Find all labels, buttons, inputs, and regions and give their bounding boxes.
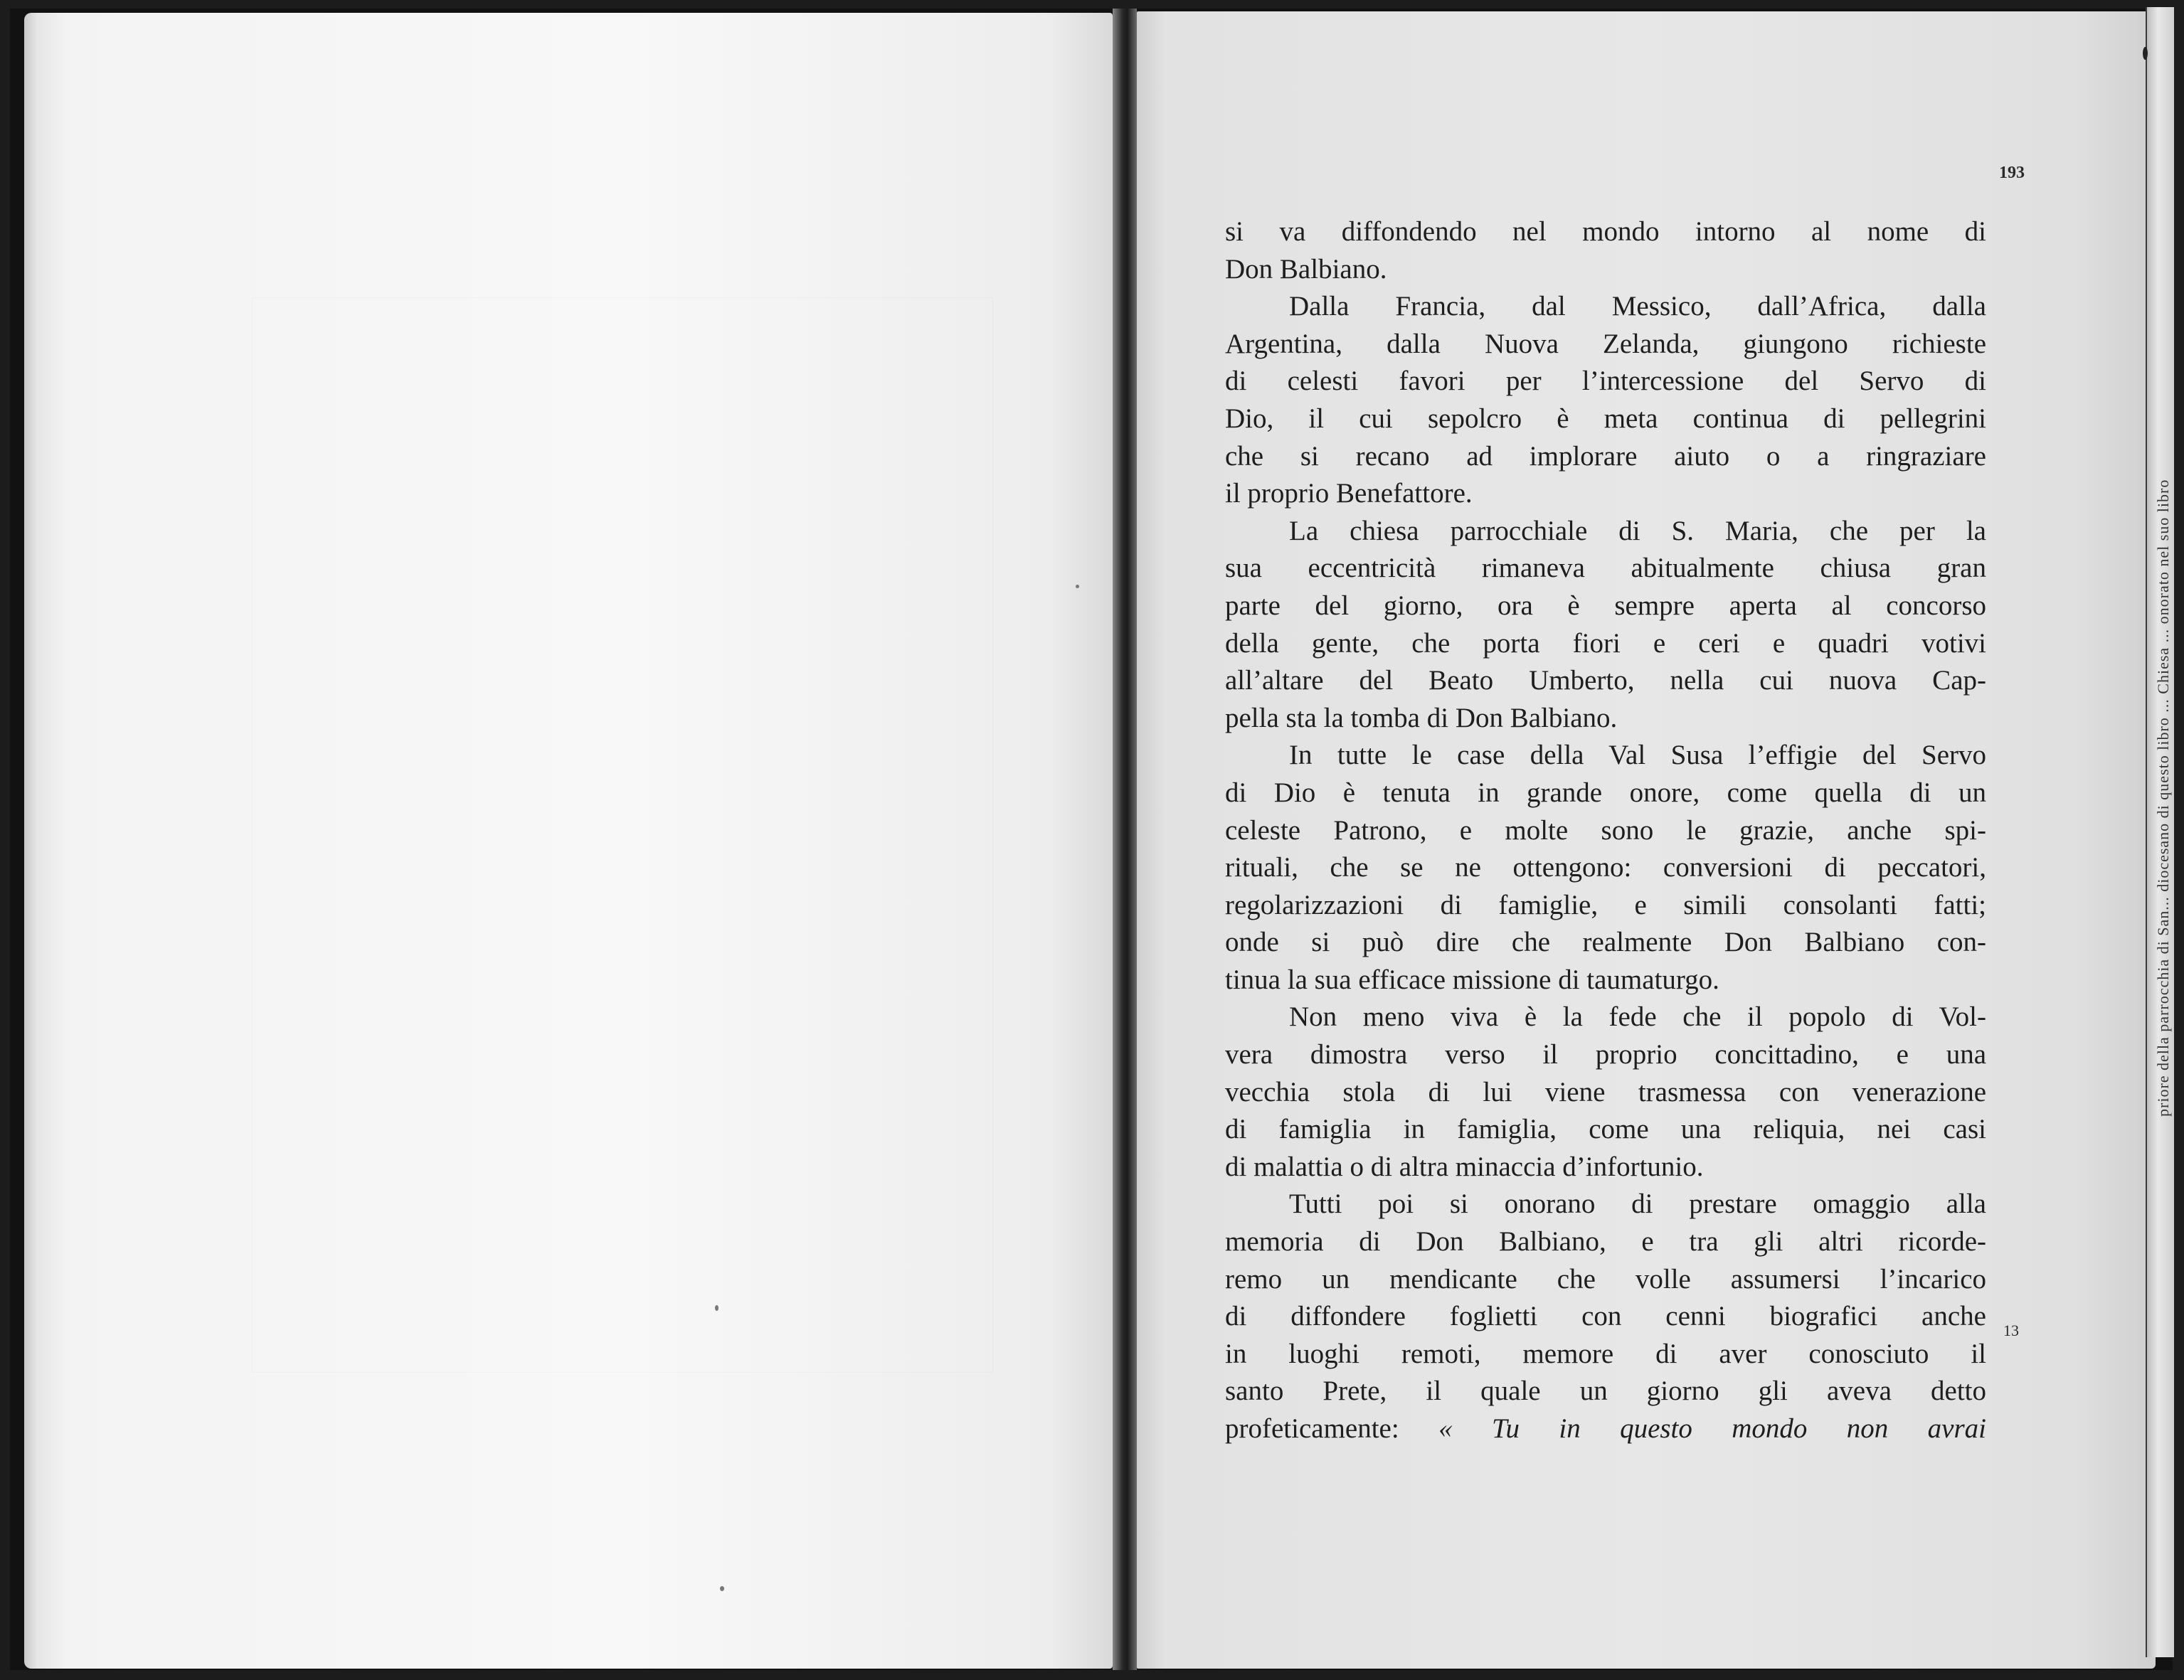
page-number: 193 bbox=[1999, 164, 2025, 182]
text-line: tinua la sua efficace missione di taumaturgo. bbox=[1225, 964, 1719, 995]
text-line: che si recano ad implorare aiuto o a ringraziare bbox=[1225, 440, 1986, 472]
text-plain: profeticamente: bbox=[1225, 1413, 1439, 1444]
left-page-show-through bbox=[252, 297, 993, 1373]
body-text bbox=[1225, 213, 1986, 1448]
text-line: onde si può dire che realmente Don Balbiano con- bbox=[1225, 927, 1986, 958]
text-line: all’altare del Beato Umberto, nella cui nuova Cap- bbox=[1225, 665, 1986, 696]
scan-speck bbox=[2143, 47, 2148, 60]
text-line: parte del giorno, ora è sempre aperta al concorso bbox=[1225, 590, 1986, 621]
text-line: di famiglia in famiglia, come una reliquia, nei casi bbox=[1225, 1114, 1986, 1145]
scan-speck bbox=[1076, 585, 1079, 588]
text-line: celeste Patrono, e molte sono le grazie, anche spi- bbox=[1225, 814, 1986, 846]
text-line: in luoghi remoti, memore di aver conosciuto il bbox=[1225, 1338, 1986, 1369]
text-line: di celesti favori per l’intercessione del Servo di bbox=[1225, 366, 1986, 397]
text-line: di malattia o di altra minaccia d’infortunio. bbox=[1225, 1151, 1704, 1182]
text-line: sua eccentricità rimaneva abitualmente chiusa gran bbox=[1225, 553, 1986, 584]
text-line: della gente, che porta fiori e ceri e quadri votivi bbox=[1225, 627, 1986, 659]
text-line: Don Balbiano. bbox=[1225, 253, 1387, 285]
text-line: vera dimostra verso il proprio concittadino, e una bbox=[1225, 1039, 1986, 1070]
text-line: vecchia stola di lui viene trasmessa con venerazione bbox=[1225, 1076, 1986, 1107]
text-line: regolarizzazioni di famiglie, e simili consolanti fatti; bbox=[1225, 889, 1986, 920]
scan-speck bbox=[720, 1586, 724, 1591]
text-line: Dalla Francia, dal Messico, dall’Africa, dalla bbox=[1289, 291, 1986, 322]
text-line: remo un mendicante che volle assumersi l’incarico bbox=[1225, 1263, 1986, 1294]
text-line: Argentina, dalla Nuova Zelanda, giungono richieste bbox=[1225, 328, 1986, 359]
text-line: di diffondere foglietti con cenni biografici anche bbox=[1225, 1301, 1986, 1332]
text-line: il proprio Benefattore. bbox=[1225, 478, 1473, 509]
text-line: santo Prete, il quale un giorno gli aveva detto bbox=[1225, 1376, 1986, 1407]
text-line: di Dio è tenuta in grande onore, come quella di un bbox=[1225, 777, 1986, 808]
left-page-blank bbox=[24, 13, 1113, 1669]
text-line: si va diffondendo nel mondo intorno al nome di bbox=[1225, 216, 1986, 247]
text-line: pella sta la tomba di Don Balbiano. bbox=[1225, 702, 1618, 733]
text-line: Tutti poi si onorano di prestare omaggio alla bbox=[1289, 1189, 1986, 1220]
text-line-last bbox=[1225, 1410, 1986, 1448]
text-line: Non meno viva è la fede che il popolo di Vol- bbox=[1289, 1001, 1986, 1033]
text-line: Dio, il cui sepolcro è meta continua di pellegrini bbox=[1225, 403, 1986, 434]
margin-strip-text: priore della parrocchia di San... diocesano di questo libro ... Chiesa ... onorato nel suo libro bbox=[2154, 479, 2172, 1117]
signature-mark: 13 bbox=[2003, 1322, 2019, 1339]
text-line: rituali, che se ne ottengono: conversioni di peccatori, bbox=[1225, 852, 1986, 883]
book-gutter bbox=[1113, 9, 1137, 1670]
text-line: La chiesa parrocchiale di S. Maria, che per la bbox=[1289, 515, 1986, 546]
text-italic: « Tu in questo mondo non avrai bbox=[1438, 1413, 1986, 1444]
scan-speck bbox=[715, 1305, 719, 1311]
text-line: In tutte le case della Val Susa l’effigie del Servo bbox=[1289, 740, 1986, 771]
margin-insert-strip bbox=[2146, 7, 2174, 1657]
text-line: memoria di Don Balbiano, e tra gli altri ricorde- bbox=[1225, 1226, 1986, 1258]
